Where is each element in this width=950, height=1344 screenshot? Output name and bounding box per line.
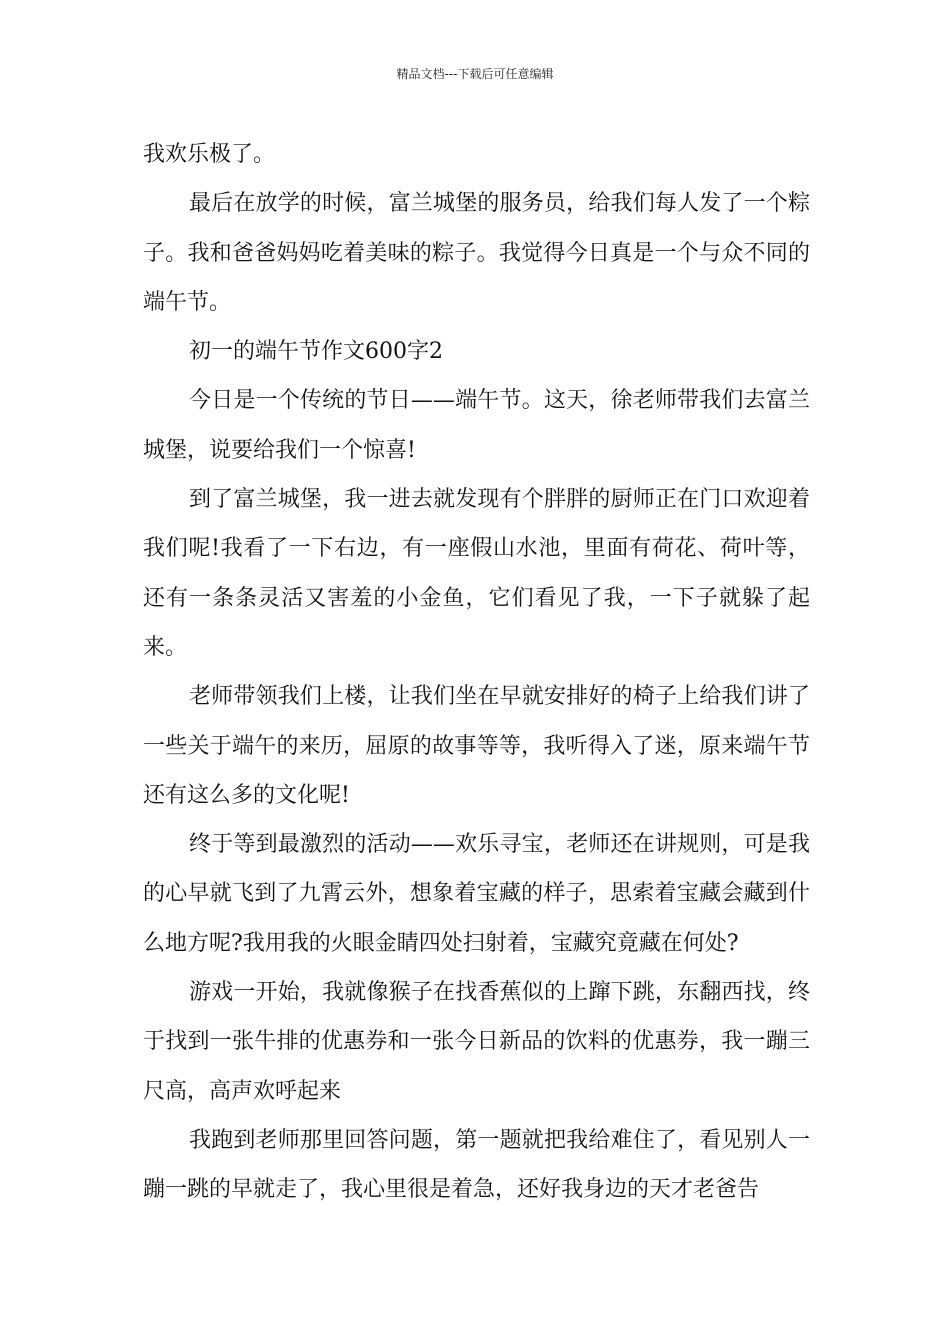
paragraph-2: 最后在放学的时候，富兰城堡的服务员，给我们每人发了一个粽子。我和爸爸妈妈吃着美味的粽子。我觉得今日真是一个与众不同的端午节。 <box>143 191 810 315</box>
paragraph-4: 到了富兰城堡，我一进去就发现有个胖胖的厨师正在门口欢迎着我们呢!我看了一下右边，有一座假山水池，里面有荷花、荷叶等，还有一条条灵活又害羞的小金鱼，它们看见了我，一下子就躲了起来。 <box>143 487 810 660</box>
paragraph-3: 今日是一个传统的节日——端午节。这天，徐老师带我们去富兰城堡，说要给我们一个惊喜! <box>143 388 810 463</box>
paragraph-1: 我欢乐极了。 <box>143 142 276 167</box>
section-title: 初一的端午节作文600字2 <box>189 339 443 365</box>
page-header: 精品文档---下载后可任意编辑 <box>396 67 554 81</box>
paragraph-7: 游戏一开始，我就像猴子在找香蕉似的上蹿下跳，东翻西找，终于找到一张牛排的优惠券和一张今日新品的饮料的优惠券，我一蹦三尺高，高声欢呼起来 <box>143 980 810 1104</box>
paragraph-6: 终于等到最激烈的活动——欢乐寻宝，老师还在讲规则，可是我的心早就飞到了九霄云外，想象着宝藏的样子，思索着宝藏会藏到什么地方呢?我用我的火眼金睛四处扫射着，宝藏究竟藏在何处? <box>143 832 810 956</box>
paragraph-5: 老师带领我们上楼，让我们坐在早就安排好的椅子上给我们讲了一些关于端午的来历，屈原的故事等等，我听得入了迷，原来端午节还有这么多的文化呢! <box>143 684 810 808</box>
paragraph-8: 我跑到老师那里回答问题，第一题就把我给难住了，看见别人一蹦一跳的早就走了，我心里很是着急，还好我身边的天才老爸告 <box>143 1127 810 1203</box>
document-body <box>143 130 810 1215</box>
